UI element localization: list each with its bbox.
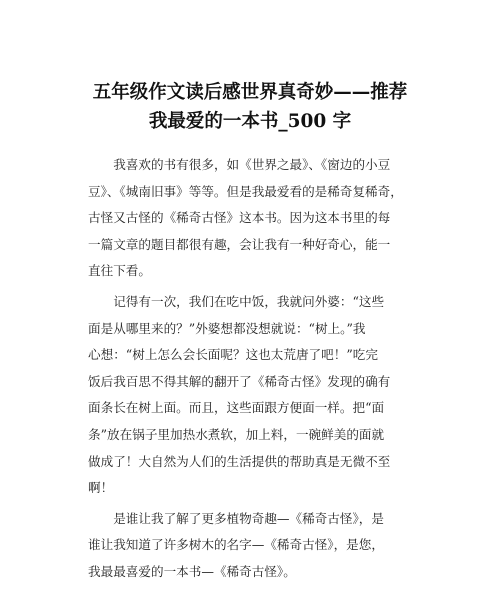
article-body xyxy=(88,152,428,590)
text-line: 面是从哪里来的？”外婆想都没想就说：“树上。”我 xyxy=(88,320,366,336)
text-line: 记得有一次，我们在吃中饭，我就问外婆：“这些 xyxy=(113,293,385,309)
article-title xyxy=(0,78,500,136)
text-line: 我喜欢的书有很多，如《世界之最》、《窗边的小豆 xyxy=(113,157,391,172)
text-line: 豆》、《城南旧事》等等。但是我最爱看的是稀奇复稀奇， xyxy=(88,183,403,199)
text-line: 直往下看。 xyxy=(88,263,151,279)
text-line: 条”放在锅子里加热水煮软，加上料，一碗鲜美的面就 xyxy=(88,426,385,442)
text-line: 面条长在树上面。而且，这些面跟方便面一样。把“面 xyxy=(88,400,385,416)
paragraph-3 xyxy=(88,506,428,586)
paragraph-1 xyxy=(88,152,428,285)
text-line: 饭后我百思不得其解的翻开了《稀奇古怪》发现的确有 xyxy=(88,373,391,389)
text-line: 我最最喜爱的一本书—《稀奇古怪》。 xyxy=(88,563,296,579)
paragraph-2 xyxy=(88,289,428,502)
title-line-1: 五年级作文读后感世界真奇妙——推荐 xyxy=(92,82,408,104)
text-line: 一篇文章的题目都很有趣，会让我有一种好奇心，能一 xyxy=(88,236,391,252)
text-line: 做成了！大自然为人们的生活提供的帮助真是无微不至 xyxy=(88,453,391,469)
text-line: 心想：“树上怎么会长面呢？这也太荒唐了吧！”吃完 xyxy=(88,347,378,363)
text-line: 是谁让我了解了更多植物奇趣—《稀奇古怪》，是 xyxy=(113,510,384,526)
text-line: 谁让我知道了许多树木的名字—《稀奇古怪》，是您， xyxy=(88,537,384,553)
text-line: 古怪又古怪的《稀奇古怪》这本书。因为这本书里的每 xyxy=(88,210,391,226)
text-line: 啊！ xyxy=(88,480,114,496)
title-line-2: 我最爱的一本书_500 字 xyxy=(148,111,352,133)
